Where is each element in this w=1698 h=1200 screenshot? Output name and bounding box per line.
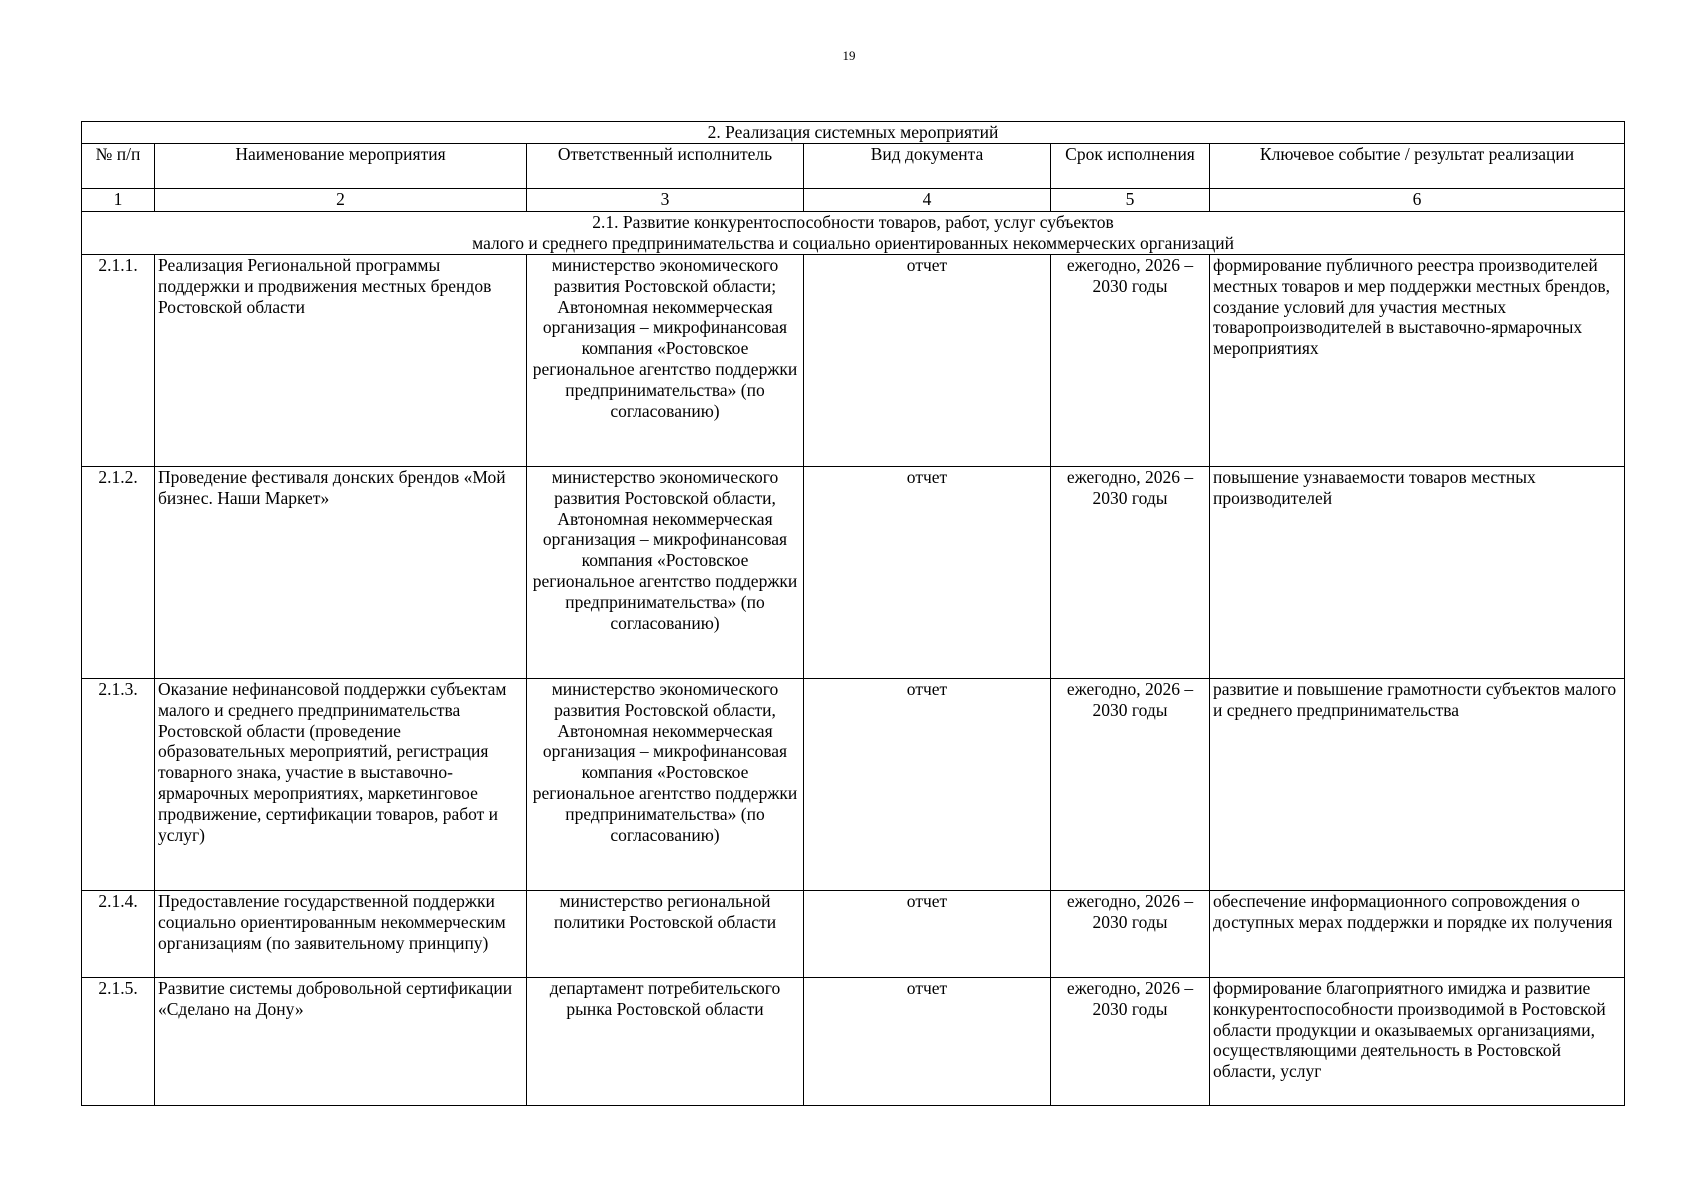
column-number: 5 (1051, 189, 1210, 212)
measure-name: Реализация Региональной программы поддержки и продвижения местных брендов Ростовской области (155, 255, 527, 467)
header-term: Срок исполнения (1051, 144, 1210, 189)
measure-name: Предоставление государственной поддержки социально ориентированным некоммерческим организациям (по заявительному принципу) (155, 891, 527, 978)
column-number: 2 (155, 189, 527, 212)
column-number-row (82, 189, 1625, 212)
table-row (82, 891, 1625, 978)
subsection-row (82, 212, 1625, 255)
column-number: 3 (527, 189, 804, 212)
column-number: 1 (82, 189, 155, 212)
column-number: 4 (804, 189, 1051, 212)
row-number: 2.1.2. (82, 467, 155, 679)
responsible-executor: министерство экономического развития Ростовской области; Автономная некоммерческая организация – микрофинансовая компания «Ростовское региональное агентство поддержки предпринимательства» (по согласованию) (527, 255, 804, 467)
responsible-executor: министерство экономического развития Ростовской области, Автономная некоммерческая организация – микрофинансовая компания «Ростовское региональное агентство поддержки предпринимательства» (по согласованию) (527, 679, 804, 891)
header-name: Наименование мероприятия (155, 144, 527, 189)
subsection-title (82, 212, 1625, 255)
measures-table (81, 121, 1625, 1106)
row-number: 2.1.3. (82, 679, 155, 891)
execution-term: ежегодно, 2026 – 2030 годы (1051, 255, 1210, 467)
row-number: 2.1.1. (82, 255, 155, 467)
table-row (82, 467, 1625, 679)
execution-term: ежегодно, 2026 – 2030 годы (1051, 891, 1210, 978)
document-type: отчет (804, 255, 1051, 467)
key-result: формирование публичного реестра производителей местных товаров и мер поддержки местных брендов, создание условий для участия местных товаропроизводителей в выставочно-ярмарочных мероприятиях (1210, 255, 1625, 467)
table-row (82, 255, 1625, 467)
header-row (82, 144, 1625, 189)
header-executor: Ответственный исполнитель (527, 144, 804, 189)
key-result: повышение узнаваемости товаров местных производителей (1210, 467, 1625, 679)
table-row (82, 679, 1625, 891)
execution-term: ежегодно, 2026 – 2030 годы (1051, 467, 1210, 679)
subsection-title-line-1: 2.1. Развитие конкурентоспособности товаров, работ, услуг субъектов (592, 212, 1114, 232)
section-title-row (82, 122, 1625, 144)
document-type: отчет (804, 978, 1051, 1106)
document-type: отчет (804, 891, 1051, 978)
section-title: 2. Реализация системных мероприятий (82, 122, 1625, 144)
responsible-executor: министерство экономического развития Ростовской области, Автономная некоммерческая организация – микрофинансовая компания «Ростовское региональное агентство поддержки предпринимательства» (по согласованию) (527, 467, 804, 679)
responsible-executor: департамент потребительского рынка Ростовской области (527, 978, 804, 1106)
measure-name: Оказание нефинансовой поддержки субъектам малого и среднего предпринимательства Ростовской области (проведение образовательных мероприятий, регистрация товарного знака, участие в выставочно-ярмарочных мероприятиях, маркетинговое продвижение, сертификации товаров, работ и услуг) (155, 679, 527, 891)
row-number: 2.1.4. (82, 891, 155, 978)
header-num: № п/п (82, 144, 155, 189)
column-number: 6 (1210, 189, 1625, 212)
header-doc: Вид документа (804, 144, 1051, 189)
subsection-title-line-2: малого и среднего предпринимательства и социально ориентированных некоммерческих организаций (472, 232, 1234, 253)
key-result: обеспечение информационного сопровождения о доступных мерах поддержки и порядке их получения (1210, 891, 1625, 978)
measure-name: Проведение фестиваля донских брендов «Мой бизнес. Наши Маркет» (155, 467, 527, 679)
execution-term: ежегодно, 2026 – 2030 годы (1051, 978, 1210, 1106)
measure-name: Развитие системы добровольной сертификации «Сделано на Дону» (155, 978, 527, 1106)
page-number: 19 (842, 48, 856, 63)
responsible-executor: министерство региональной политики Ростовской области (527, 891, 804, 978)
table-row (82, 978, 1625, 1106)
document-type: отчет (804, 467, 1051, 679)
header-result: Ключевое событие / результат реализации (1210, 144, 1625, 189)
key-result: формирование благоприятного имиджа и развитие конкурентоспособности производимой в Ростовской области продукции и оказываемых организациями, осуществляющими деятельность в Ростовской области, услуг (1210, 978, 1625, 1106)
key-result: развитие и повышение грамотности субъектов малого и среднего предпринимательства (1210, 679, 1625, 891)
row-number: 2.1.5. (82, 978, 155, 1106)
execution-term: ежегодно, 2026 – 2030 годы (1051, 679, 1210, 891)
document-type: отчет (804, 679, 1051, 891)
